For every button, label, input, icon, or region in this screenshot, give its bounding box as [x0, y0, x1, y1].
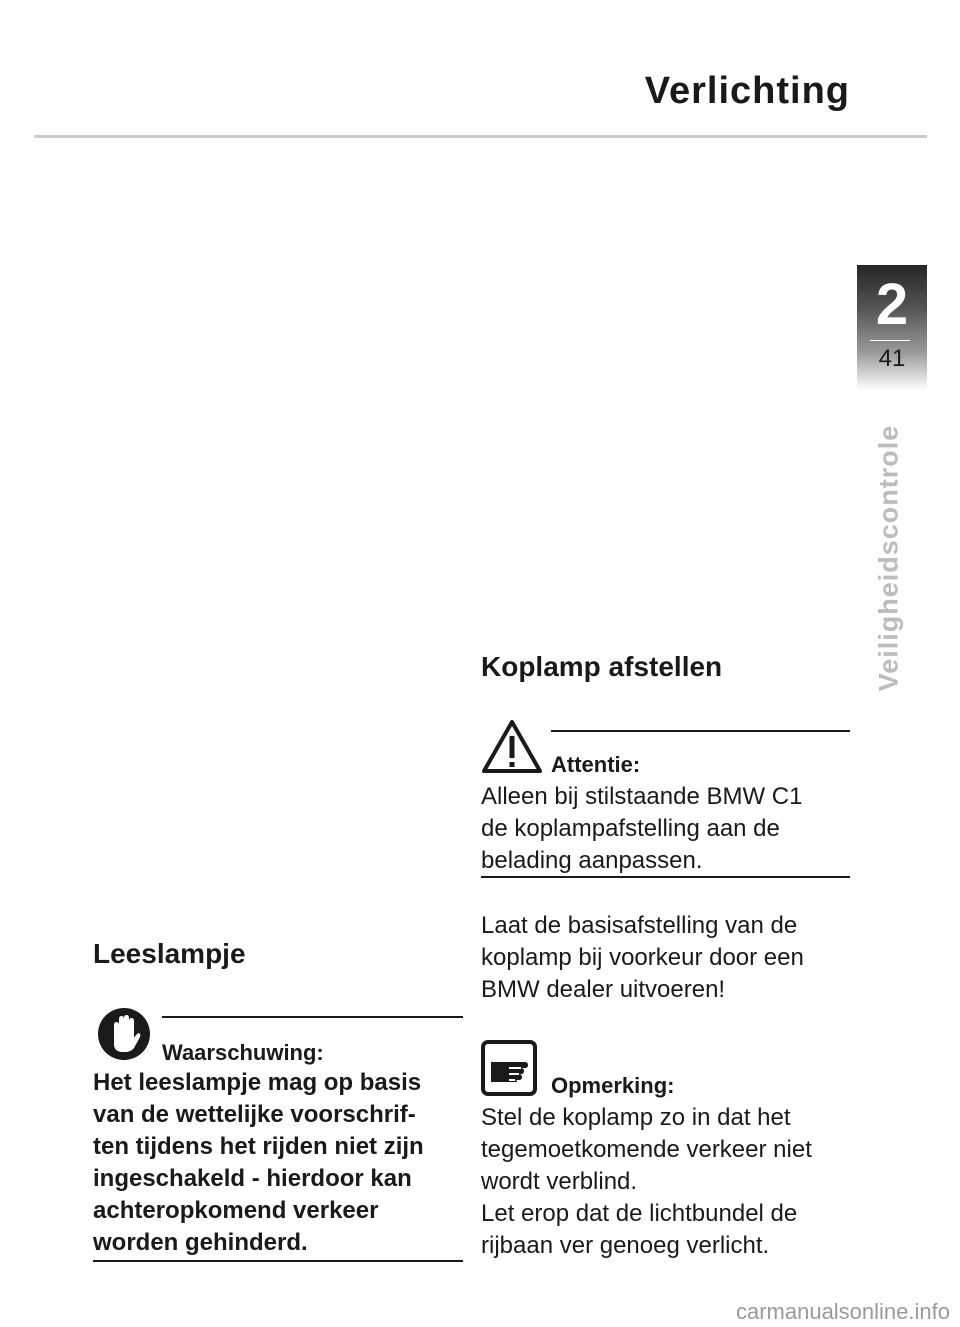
note-label: Opmerking:	[551, 1073, 675, 1098]
koplamp-heading: Koplamp afstellen	[481, 651, 723, 682]
paragraph-line: BMW dealer uitvoeren!	[481, 976, 726, 1003]
hand-stop-icon	[96, 1006, 152, 1067]
chapter-number: 2	[875, 272, 909, 337]
paragraph-line: Laat de basisafstelling van de	[481, 912, 798, 939]
note-line: rijbaan ver genoeg verlicht.	[481, 1232, 770, 1259]
chapter-tab	[857, 265, 927, 390]
warning-bottom-rule	[93, 1260, 463, 1262]
note-line: Stel de koplamp zo in dat het	[481, 1104, 791, 1131]
attention-line: belading aanpassen.	[481, 847, 703, 874]
basisafstelling-paragraph	[481, 910, 861, 1006]
note-line: wordt verblind.	[481, 1168, 638, 1195]
title-divider	[34, 135, 927, 138]
warning-line: ingeschakeld - hierdoor kan	[93, 1165, 412, 1192]
attention-line: de koplampafstelling aan de	[481, 815, 780, 842]
leeslampje-heading: Leeslampje	[93, 938, 246, 969]
chapter-divider	[870, 340, 910, 341]
attention-text	[481, 781, 861, 877]
page-title: Verlichting	[644, 70, 850, 112]
pointing-hand-note-icon	[481, 1040, 537, 1101]
warning-line: Het leeslampje mag op basis	[93, 1069, 422, 1096]
note-line: Let erop dat de lichtbundel de	[481, 1200, 798, 1227]
attention-bottom-rule	[481, 876, 850, 878]
warning-line: achteropkomend verkeer	[93, 1197, 379, 1224]
warning-line: van de wettelijke voorschrif-	[93, 1101, 416, 1128]
warning-top-rule	[162, 1016, 463, 1018]
warning-text	[93, 1067, 473, 1259]
warning-label: Waarschuwing:	[162, 1040, 324, 1065]
attention-top-rule	[551, 730, 850, 732]
note-line: tegemoetkomende verkeer niet	[481, 1136, 812, 1163]
attention-label: Attentie:	[551, 752, 641, 777]
paragraph-line: koplamp bij voorkeur door een	[481, 944, 804, 971]
warning-line: ten tijdens het rijden niet zijn	[93, 1133, 424, 1160]
attention-line: Alleen bij stilstaande BMW C1	[481, 783, 803, 810]
warning-line: worden gehinderd.	[93, 1229, 308, 1256]
section-title-vertical: Veiligheidscontrole	[873, 424, 904, 692]
exclamation-triangle-icon	[481, 718, 543, 779]
page-number: 41	[878, 345, 906, 372]
note-text	[481, 1102, 861, 1262]
watermark: carmanualsonline.info	[735, 1299, 950, 1324]
